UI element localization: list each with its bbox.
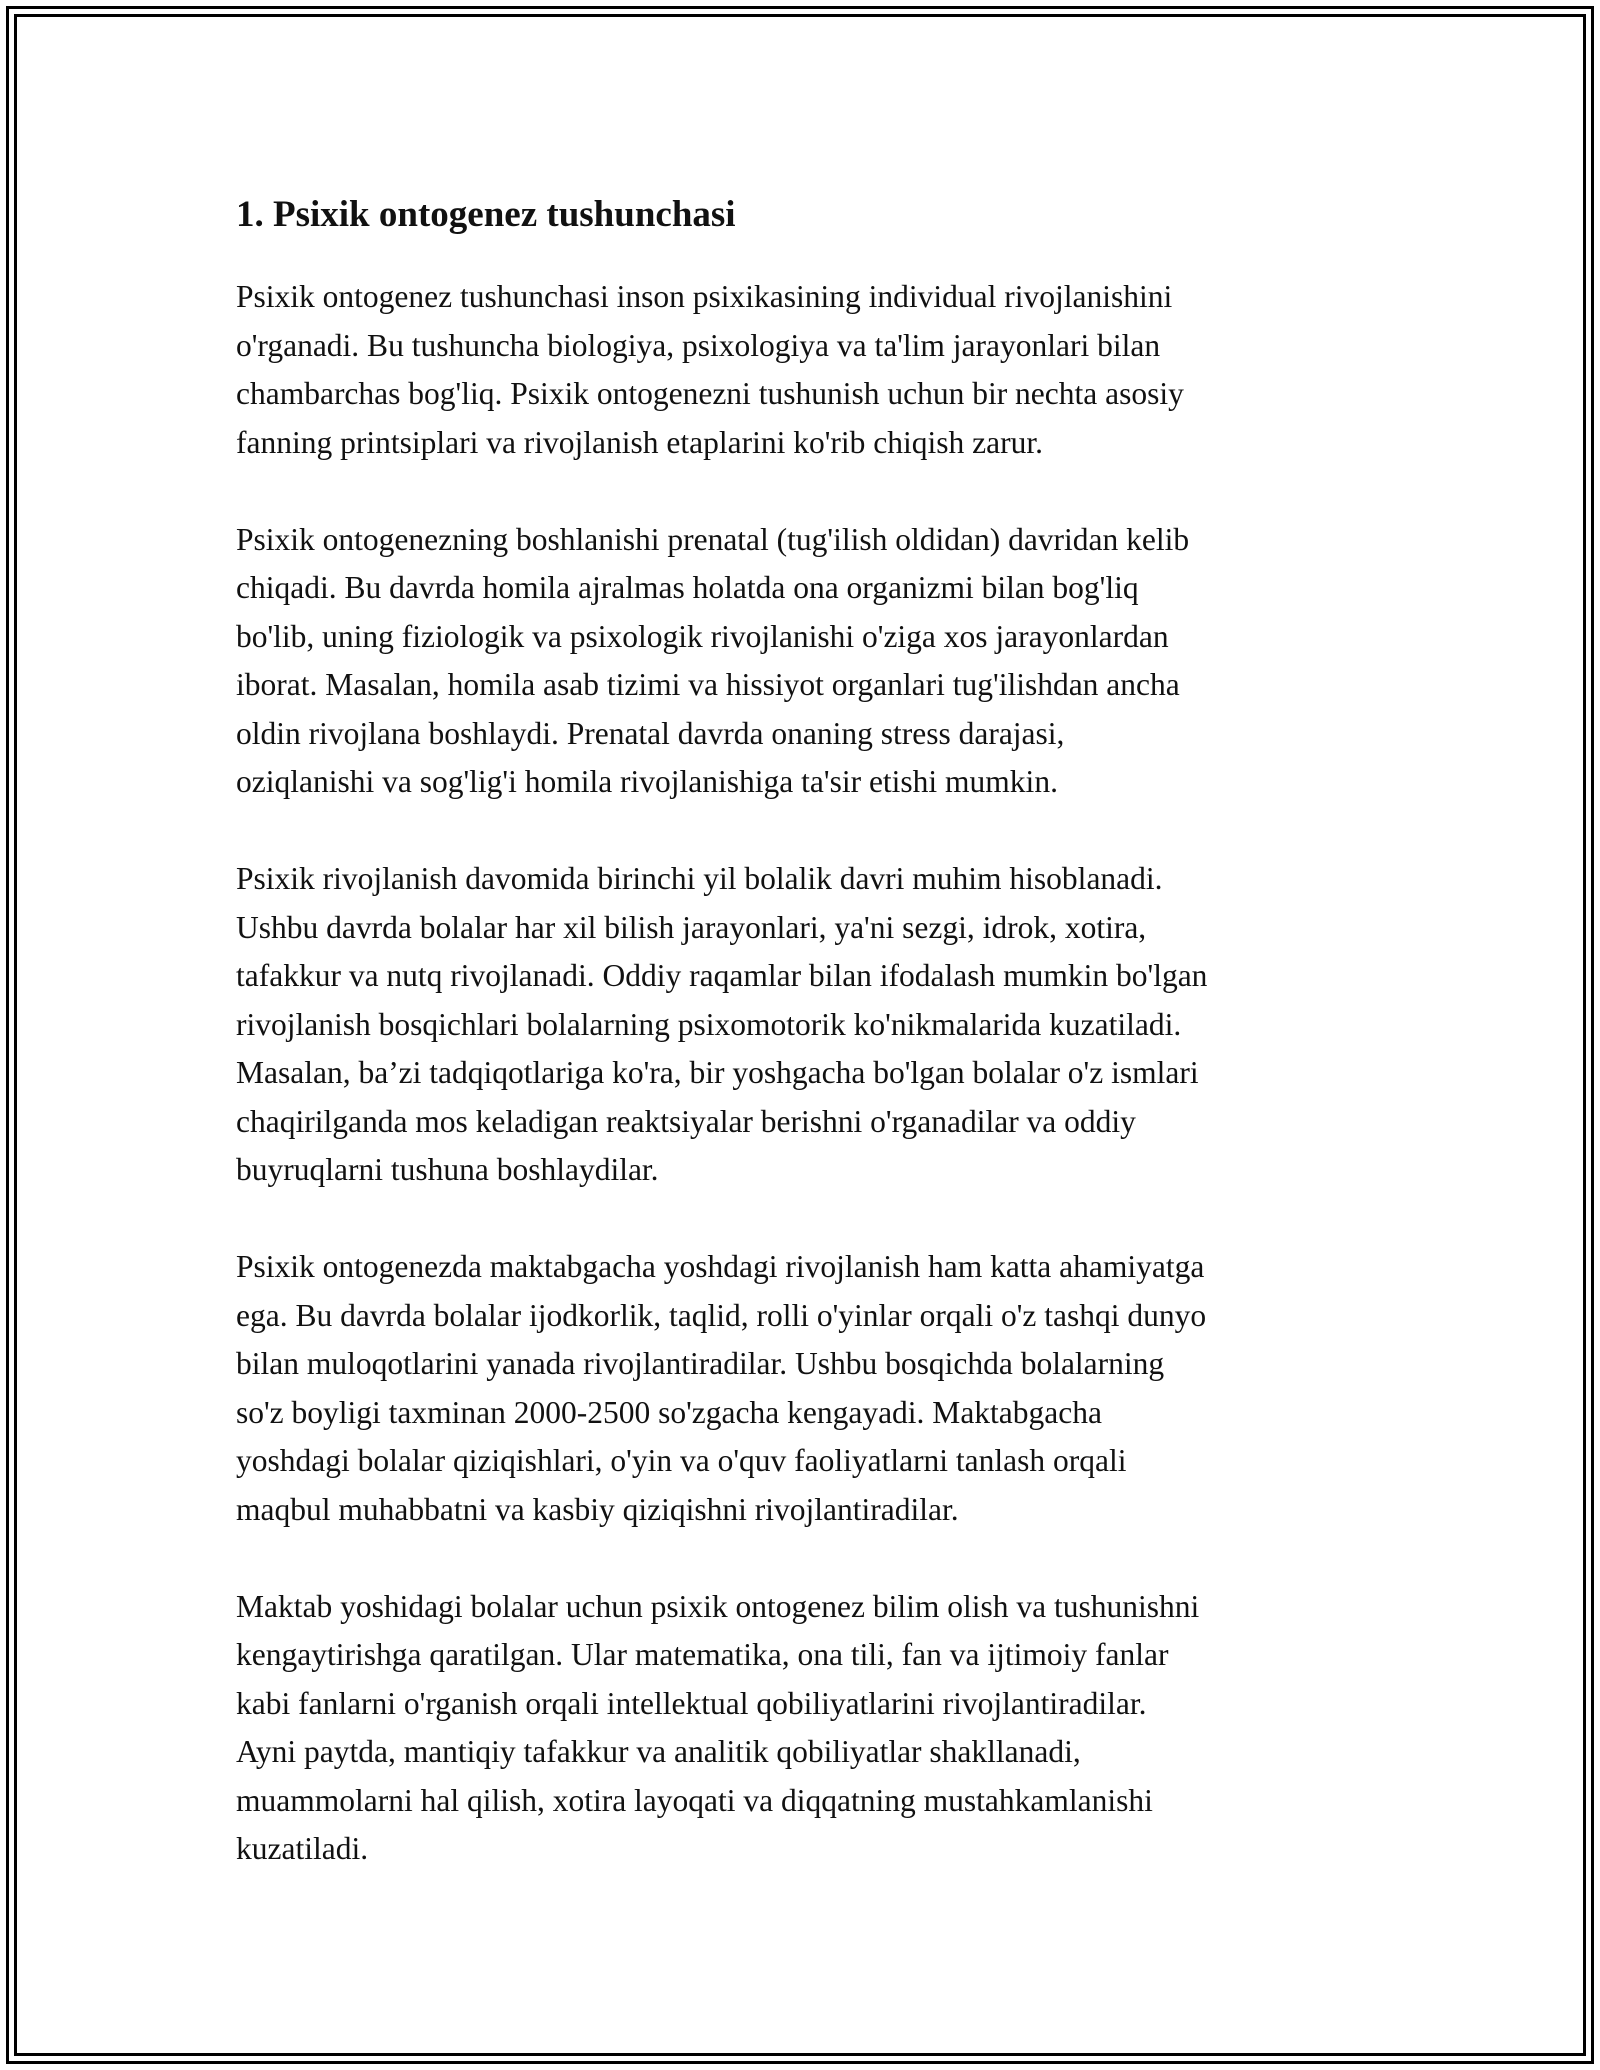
paragraph-line: fanning printsiplari va rivojlanish etaplarini ko'rib chiqish zarur. — [236, 424, 1043, 460]
paragraph-line: Psixik ontogenez tushunchasi inson psixikasining individual rivojlanishini — [236, 279, 1173, 314]
paragraph-line: oziqlanishi va sog'lig'i homila rivojlanishiga ta'sir etishi mumkin. — [236, 764, 1058, 799]
paragraph-line: Psixik ontogenezning boshlanishi prenatal (tug'ilish oldidan) davridan kelib — [236, 521, 1190, 557]
paragraph-line: yoshdagi bolalar qiziqishlari, o'yin va o'quv faoliyatlarni tanlash orqali — [236, 1443, 1127, 1478]
paragraph — [236, 855, 1376, 1195]
paragraph-line: iborat. Masalan, homila asab tizimi va hissiyot organlari tug'ilishdan ancha — [236, 667, 1180, 702]
paragraph-line: chaqirilganda mos keladigan reaktsiyalar berishni o'rganadilar va oddiy — [236, 1103, 1136, 1139]
paragraph-line: buyruqlarni tushuna boshlaydilar. — [236, 1152, 659, 1187]
section-heading: 1. Psixik ontogenez tushunchasi — [236, 194, 736, 235]
paragraph — [236, 273, 1376, 467]
paragraph-line: kengaytirishga qaratilgan. Ular matematika, ona tili, fan va ijtimoiy fanlar — [236, 1637, 1169, 1672]
paragraph-line: muammolarni hal qilish, xotira layoqati va diqqatning mustahkamlanishi — [236, 1782, 1153, 1818]
paragraph-line: bilan muloqotlarini yanada rivojlantiradilar. Ushbu bosqichda bolalarning — [236, 1346, 1165, 1381]
paragraph — [236, 1243, 1376, 1534]
paragraph — [236, 1583, 1376, 1874]
paragraph-line: Psixik ontogenezda maktabgacha yoshdagi rivojlanish ham katta ahamiyatga — [236, 1249, 1205, 1284]
paragraph-line: Masalan, ba’zi tadqiqotlariga ko'ra, bir yoshgacha bo'lgan bolalar o'z ismlari — [236, 1055, 1199, 1090]
paragraph-line: oldin rivojlana boshlaydi. Prenatal davrda onaning stress darajasi, — [236, 715, 1065, 751]
paragraph-line: maqbul muhabbatni va kasbiy qiziqishni rivojlantiradilar. — [236, 1491, 959, 1527]
paragraph-line: rivojlanish bosqichlari bolalarning psixomotorik ko'nikmalarida kuzatiladi. — [236, 1006, 1182, 1042]
document-body — [236, 185, 1376, 1922]
paragraph-line: Ushbu davrda bolalar har xil bilish jarayonlari, ya'ni sezgi, idrok, xotira, — [236, 909, 1147, 945]
paragraph-line: chiqadi. Bu davrda homila ajralmas holatda ona organizmi bilan bog'liq — [236, 570, 1139, 605]
paragraph-line: chambarchas bog'liq. Psixik ontogenezni tushunish uchun bir nechta asosiy — [236, 376, 1184, 411]
paragraph-line: kuzatiladi. — [236, 1831, 369, 1866]
paragraph-line: Psixik rivojlanish davomida birinchi yil bolalik davri muhim hisoblanadi. — [236, 861, 1163, 896]
paragraph-line: o'rganadi. Bu tushuncha biologiya, psixologiya va ta'lim jarayonlari bilan — [236, 327, 1161, 363]
paragraph — [236, 516, 1376, 807]
paragraph-line: kabi fanlarni o'rganish orqali intellektual qobiliyatlarini rivojlantiradilar. — [236, 1685, 1147, 1721]
paragraph-line: so'z boyligi taxminan 2000-2500 so'zgacha kengayadi. Maktabgacha — [236, 1394, 1102, 1430]
paragraph-list — [236, 273, 1376, 1874]
paragraph-line: ega. Bu davrda bolalar ijodkorlik, taqlid, rolli o'yinlar orqali o'z tashqi dunyo — [236, 1297, 1207, 1333]
paragraph-line: Maktab yoshidagi bolalar uchun psixik ontogenez bilim olish va tushunishni — [236, 1588, 1200, 1624]
paragraph-line: bo'lib, uning fiziologik va psixologik rivojlanishi o'ziga xos jarayonlardan — [236, 618, 1169, 654]
paragraph-line: tafakkur va nutq rivojlanadi. Oddiy raqamlar bilan ifodalash mumkin bo'lgan — [236, 958, 1208, 993]
paragraph-line: Ayni paytda, mantiqiy tafakkur va analitik qobiliyatlar shakllanadi, — [236, 1734, 1081, 1769]
